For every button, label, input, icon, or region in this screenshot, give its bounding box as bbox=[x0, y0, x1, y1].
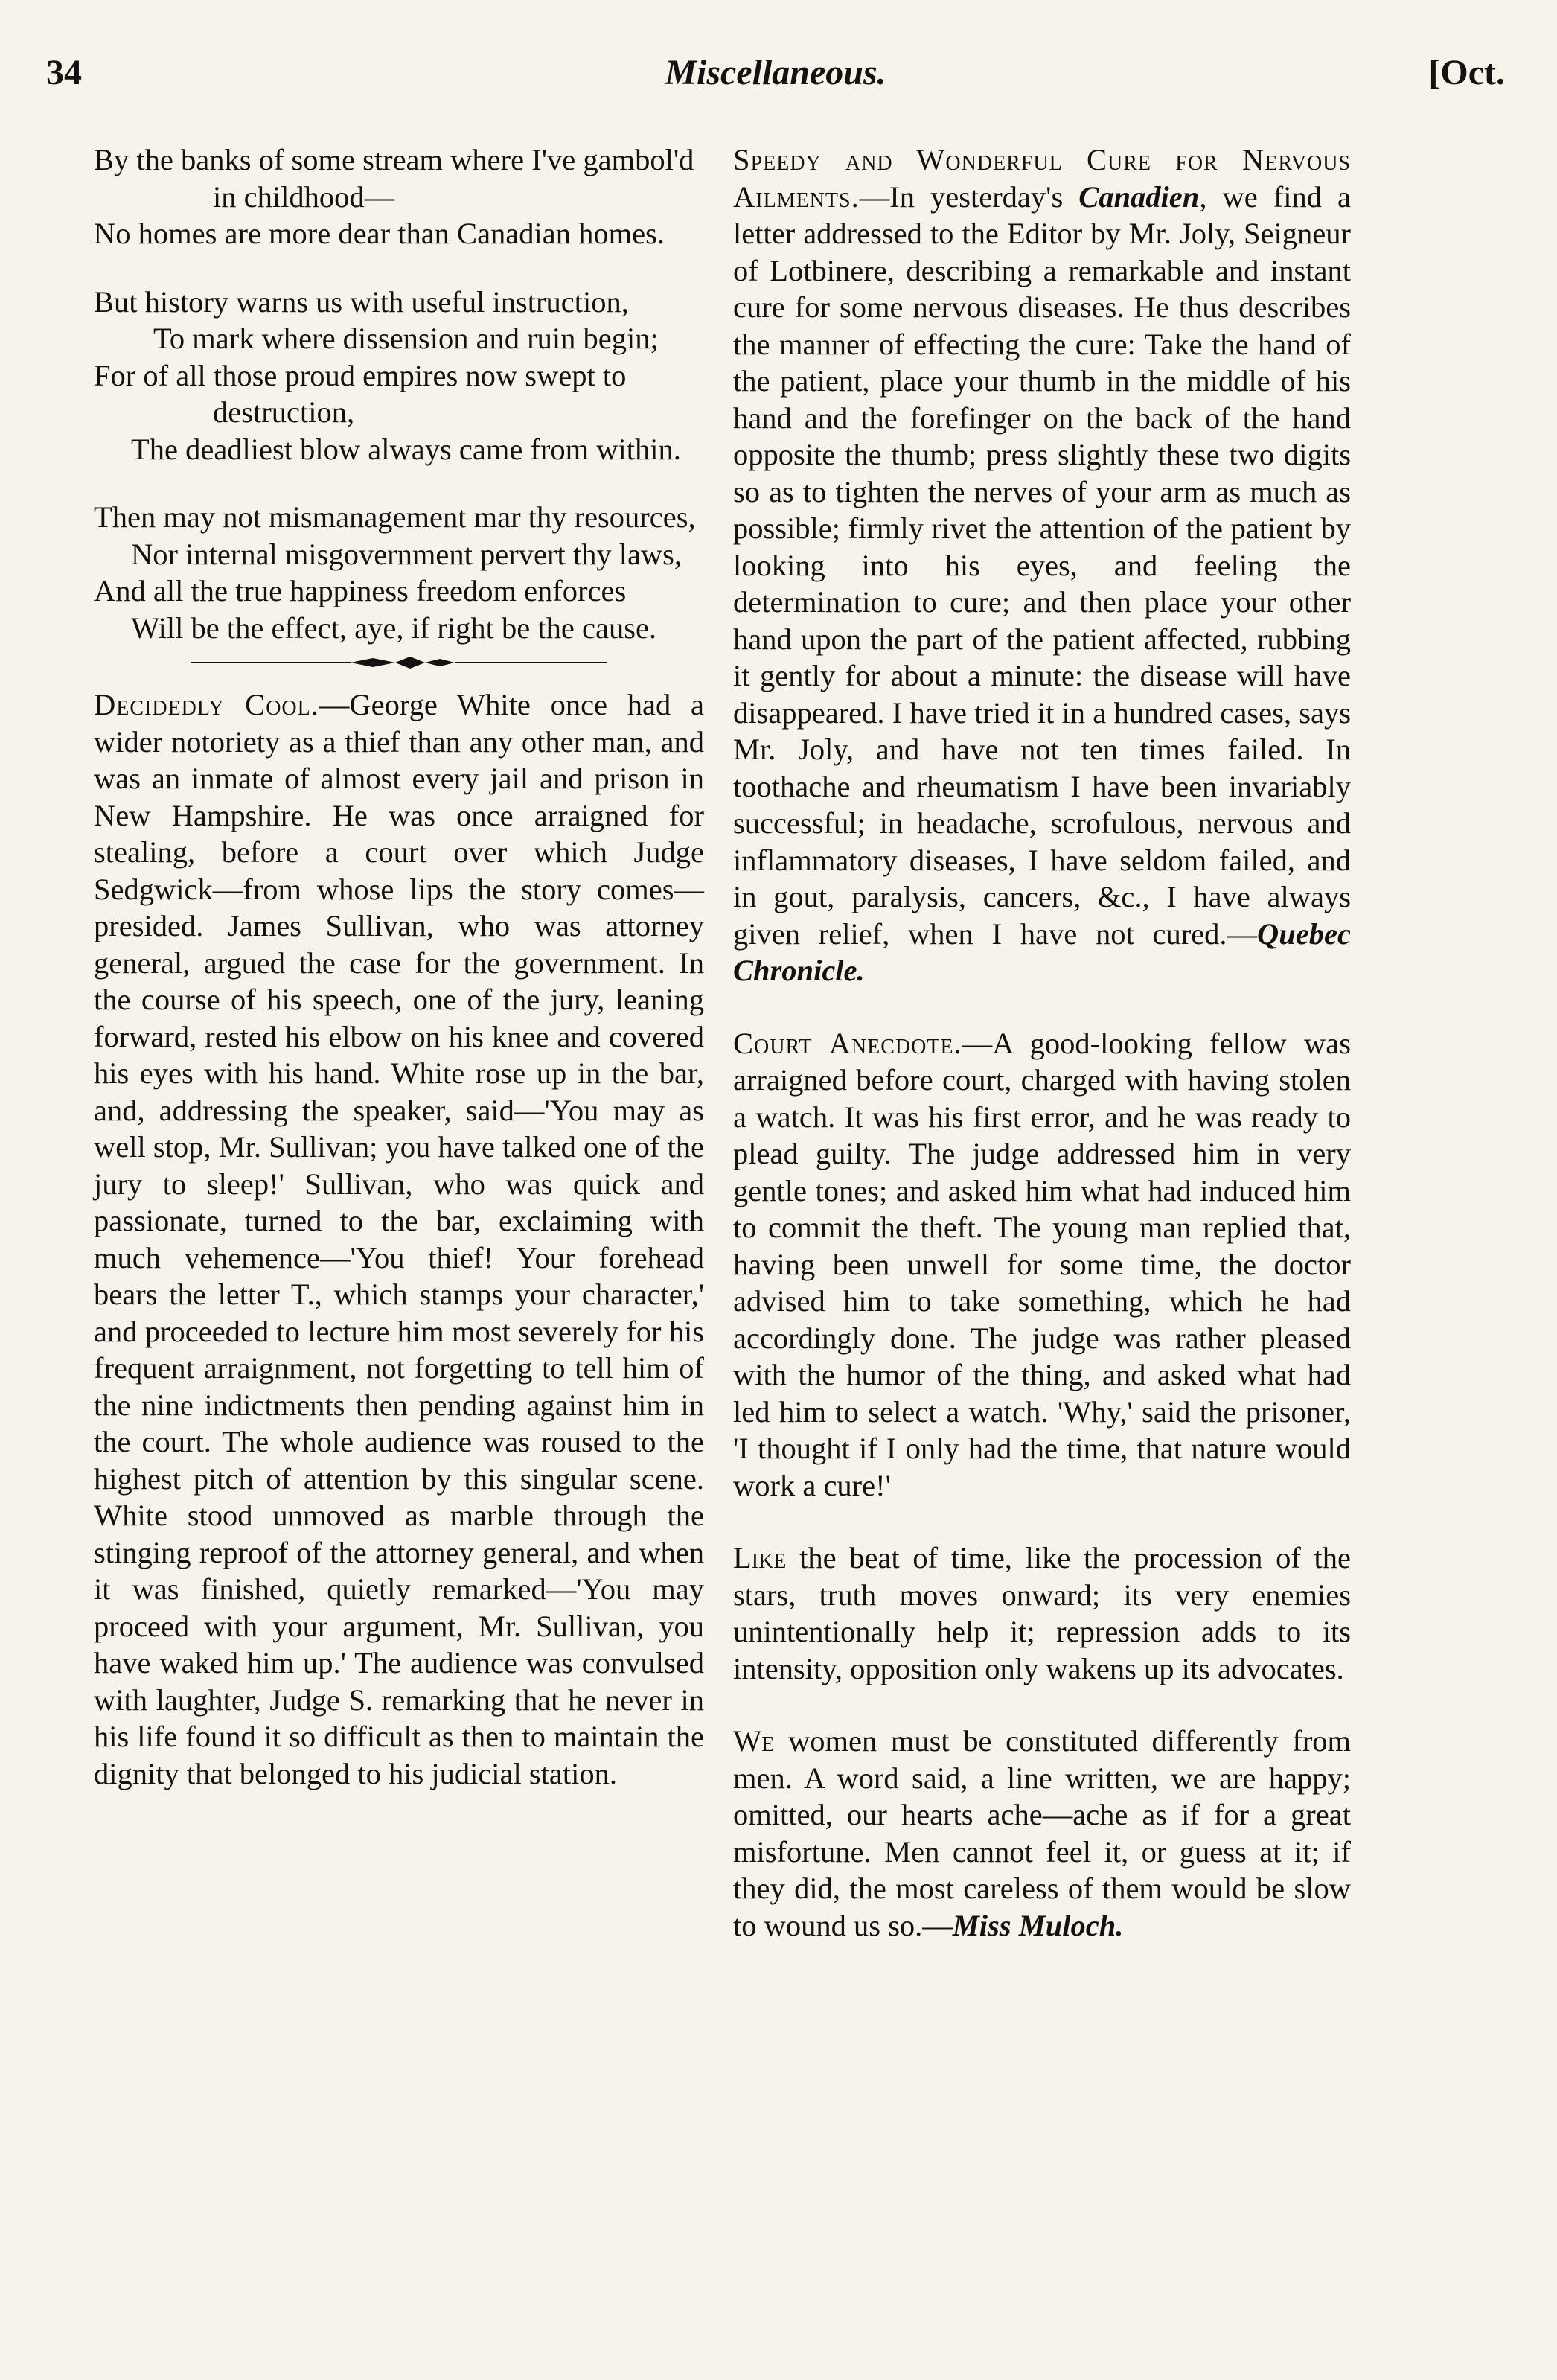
verse-line: Then may not mismanagement mar thy resources, bbox=[94, 500, 696, 534]
verse-line: But history warns us with useful instruction, bbox=[94, 284, 629, 319]
verse-line: And all the true happiness freedom enforces bbox=[94, 574, 627, 607]
poem-stanza bbox=[94, 284, 704, 468]
article-body-lead: —In yesterday's bbox=[859, 179, 1079, 214]
verse-line: No homes are more dear than Canadian homes. bbox=[94, 217, 665, 250]
article-truth bbox=[733, 1540, 1351, 1687]
article-body: the beat of time, like the procession of the stars, truth moves onward; its very enemies unintentionally help it; repression adds to its intensity, opposition only wakens up its advocates. bbox=[733, 1541, 1351, 1685]
article-we-women bbox=[733, 1723, 1351, 1944]
page-header bbox=[46, 52, 1505, 112]
month-label: [Oct. bbox=[1428, 53, 1505, 92]
source-name: Canadien bbox=[1078, 179, 1200, 214]
ornamental-divider bbox=[191, 652, 607, 673]
verse-line: Nor internal misgovernment pervert thy laws, bbox=[131, 537, 682, 571]
verse-line: To mark where dissension and ruin begin; bbox=[153, 322, 659, 355]
verse-line: The deadliest blow always came from within. bbox=[131, 432, 681, 466]
page-number: 34 bbox=[46, 53, 82, 92]
article-speedy-cure bbox=[733, 141, 1351, 989]
article-decidedly-cool bbox=[94, 686, 704, 1792]
attribution: Miss Muloch. bbox=[952, 1908, 1124, 1942]
article-body: , we find a letter addressed to the Editor by Mr. Joly, Seigneur of Lotbinere, describing a remarkable and instant cure for some nervous diseases. He thus describes the manner of effecting the cure: Take the hand of the patient, place your thumb in the middle of his hand and the forefinger on the back of the hand opposite the thumb; press slightly these two digits so as to tighten the nerves of your arm as much as possible; firmly rivet the attention of the patient by looking into his eyes, and feeling the determination to cure; and then place your other hand upon the part of the patient affected, rubbing it gently for about a minute: the disease will have disappeared. I have tried it in a hundred cases, says Mr. Joly, and have not ten times failed. In toothache and rheumatism I have been invariably successful; in headache, scrofulous, nervous and inflammatory diseases, I have seldom failed, and in gout, paralysis, cancers, &c., I have always given relief, when I have not cured.— bbox=[733, 179, 1351, 951]
article-heading: Speedy and Wonderful Cure for Nervous Ailments. bbox=[733, 143, 1351, 214]
right-column bbox=[733, 141, 1351, 1979]
left-column bbox=[94, 141, 704, 1828]
article-court-anecdote bbox=[733, 1025, 1351, 1505]
running-head: Miscellaneous. bbox=[665, 53, 886, 92]
verse-line: By the banks of some stream where I've gambol'd in childhood— bbox=[94, 143, 694, 214]
article-heading: Court Anecdote. bbox=[733, 1026, 962, 1060]
lead-word: We bbox=[733, 1724, 775, 1758]
poem-stanza bbox=[94, 499, 704, 646]
article-body: women must be constituted differently from men. A word said, a line written, we are happy; omitted, our hearts ache—ache as if for a great misfortune. Men cannot feel it, or guess at it; if they did, the most careless of them would be slow to wound us so.— bbox=[733, 1724, 1351, 1942]
article-heading: Decidedly Cool. bbox=[94, 688, 319, 721]
poem-stanza bbox=[94, 141, 704, 252]
verse-line: For of all those proud empires now swept to destruction, bbox=[94, 358, 627, 429]
article-body: —A good-looking fellow was arraigned before court, charged with having stolen a watch. It was his first error, and he was ready to plead guilty. The judge addressed him in very gentle tones; and asked him what had induced him to commit the theft. The young man replied that, having been unwell for some time, the doctor advised him to take something, which he had accordingly done. The judge was rather pleased with the humor of the thing, and asked what had led him to select a watch. 'Why,' said the prisoner, 'I thought if I only had the time, that nature would work a cure!' bbox=[733, 1026, 1351, 1502]
lead-word: Like bbox=[733, 1541, 787, 1575]
attribution: Quebec Chronicle. bbox=[733, 916, 1351, 987]
verse-line: Will be the effect, aye, if right be the cause. bbox=[131, 610, 657, 645]
article-body: —George White once had a wider notoriety as a thief than any other man, and was an inmate of almost every jail and prison in New Hampshire. He was once arraigned for stealing, before a court over which Judge Sedgwick—from whose lips the story comes—presided. James Sullivan, who was attorney general, argued the case for the government. In the course of his speech, one of the jury, leaning forward, rested his elbow on his knee and covered his eyes with his hand. White rose up in the bar, and, addressing the speaker, said—'You may as well stop, Mr. Sullivan; you have talked one of the jury to sleep!' Sullivan, who was quick and passionate, turned to the bar, exclaiming with much vehemence—'You thief! Your forehead bears the letter T., which stamps your character,' and proceeded to lecture him most severely for his frequent arraignment, not forgetting to tell him of the nine indictments then pending against him in the court. The whole audience was roused to the highest pitch of attention by this singular scene. White stood unmoved as marble through the stinging reproof of the attorney general, and when it was finished, quietly remarked—'You may proceed with your argument, Mr. Sullivan, you have waked him up.' The audience was convulsed with laughter, Judge S. remarking that he never in his life found it so difficult as then to maintain the dignity that belonged to his judicial station. bbox=[94, 688, 704, 1790]
